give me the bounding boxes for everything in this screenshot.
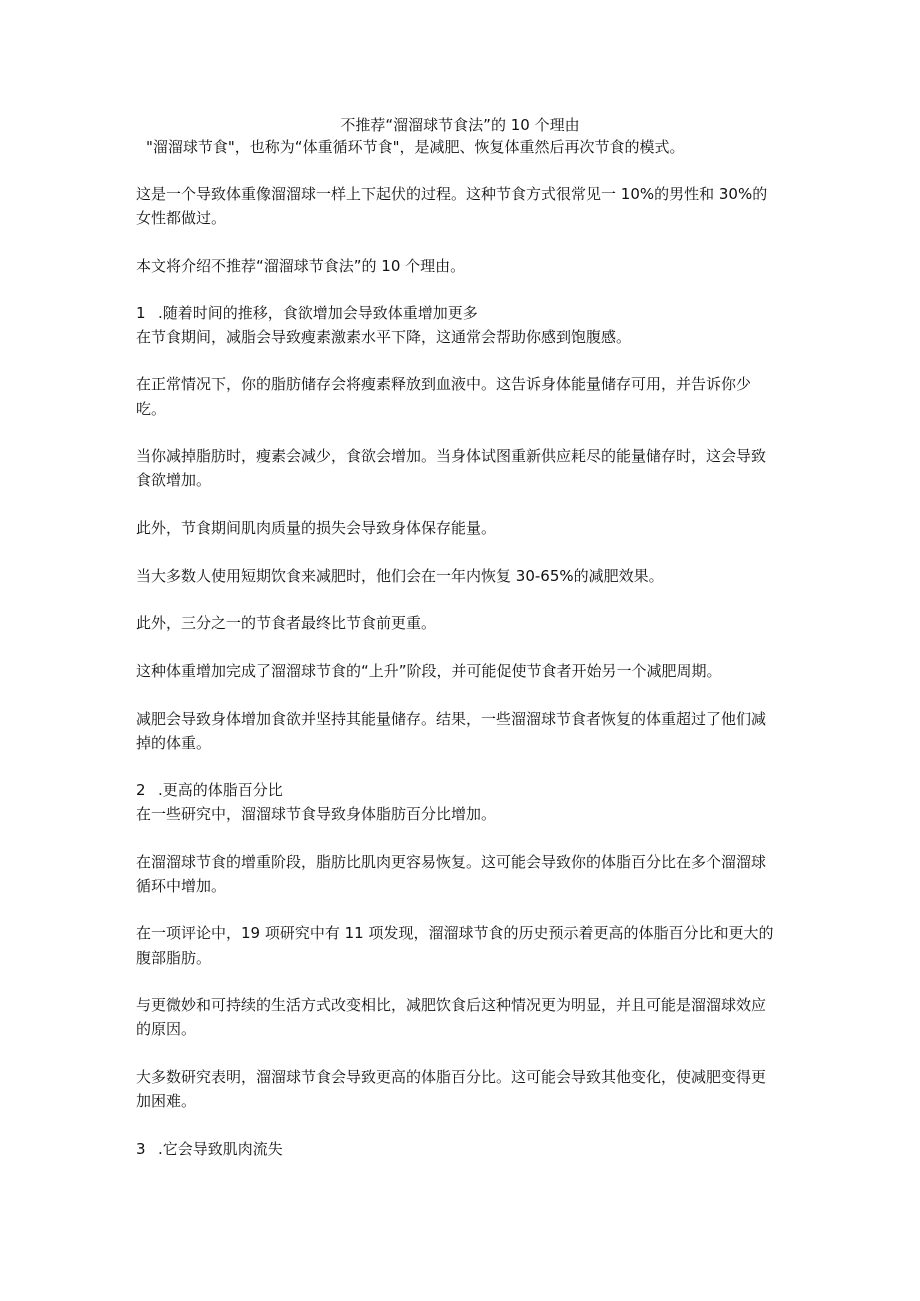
section-number: 3: [136, 1140, 146, 1158]
section-heading-text: .随着时间的推移，食欲增加会导致体重增加更多: [158, 304, 478, 322]
paragraph-line: 循环中增加。: [136, 877, 227, 895]
section-heading-1: [136, 302, 796, 324]
paragraph-line: 当你减掉脂肪时，瘦素会减少，食欲会增加。当身体试图重新供应耗尽的能量储存时，这会导致: [136, 447, 767, 465]
section-heading-3: [136, 1138, 796, 1160]
section-heading-text: .它会导致肌肉流失: [158, 1140, 283, 1158]
paragraph-line: 在节食期间，减脂会导致瘦素激素水平下降，这通常会帮助你感到饱腹感。: [136, 328, 632, 346]
paragraph-line: 当大多数人使用短期饮食来减肥时，他们会在一年内恢复 30-65%的减肥效果。: [136, 567, 664, 585]
paragraph-line: 大多数研究表明，溜溜球节食会导致更高的体脂百分比。这可能会导致其他变化，使减肥变得更: [136, 1068, 767, 1086]
paragraph-line: 这是一个导致体重像溜溜球一样上下起伏的过程。这种节食方式很常见一 10%的男性和 30%的: [136, 185, 768, 203]
paragraph-line: 在正常情况下，你的脂肪储存会将瘦素释放到血液中。这告诉身体能量储存可用，并告诉你少: [136, 375, 752, 393]
paragraph-line: 腹部脂肪。: [136, 949, 212, 967]
section-number: 1: [136, 304, 146, 322]
paragraph-line: 与更微妙和可持续的生活方式改变相比，减肥饮食后这种情况更为明显，并且可能是溜溜球效应: [136, 996, 767, 1014]
section-heading-2: [136, 779, 796, 801]
paragraph-line: 这种体重增加完成了溜溜球节食的“上升”阶段，并可能促使节食者开始另一个减肥周期。: [136, 662, 722, 680]
paragraph-line: 在一些研究中，溜溜球节食导致身体脂肪百分比增加。: [136, 805, 497, 823]
section-heading-text: .更高的体脂百分比: [158, 781, 283, 799]
paragraph-line: 女性都做过。: [136, 209, 227, 227]
paragraph-line: 在溜溜球节食的增重阶段，脂肪比肌肉更容易恢复。这可能会导致你的体脂百分比在多个溜溜球: [136, 853, 767, 871]
intro-paragraph: "溜溜球节食"，也称为“体重循环节食"，是减肥、恢复体重然后再次节食的模式。: [146, 138, 685, 156]
paragraph-line: 此外，节食期间肌肉质量的损失会导致身体保存能量。: [136, 519, 497, 537]
paragraph-line: 减肥会导致身体增加食欲并坚持其能量储存。结果，一些溜溜球节食者恢复的体重超过了他们减: [136, 710, 767, 728]
paragraph-line: 此外，三分之一的节食者最终比节食前更重。: [136, 614, 437, 632]
paragraph-line: 食欲增加。: [136, 471, 212, 489]
paragraph-line: 本文将介绍不推荐“溜溜球节食法”的 10 个理由。: [136, 257, 466, 275]
document-title: 不推荐“溜溜球节食法”的 10 个理由: [340, 116, 580, 134]
section-number: 2: [136, 781, 146, 799]
paragraph-line: 掉的体重。: [136, 734, 212, 752]
paragraph-line: 加困难。: [136, 1092, 197, 1110]
paragraph-line: 吃。: [136, 400, 167, 418]
paragraph-line: 在一项评论中，19 项研究中有 11 项发现，溜溜球节食的历史预示着更高的体脂百分比和更大的: [136, 924, 774, 942]
paragraph-line: 的原因。: [136, 1020, 197, 1038]
